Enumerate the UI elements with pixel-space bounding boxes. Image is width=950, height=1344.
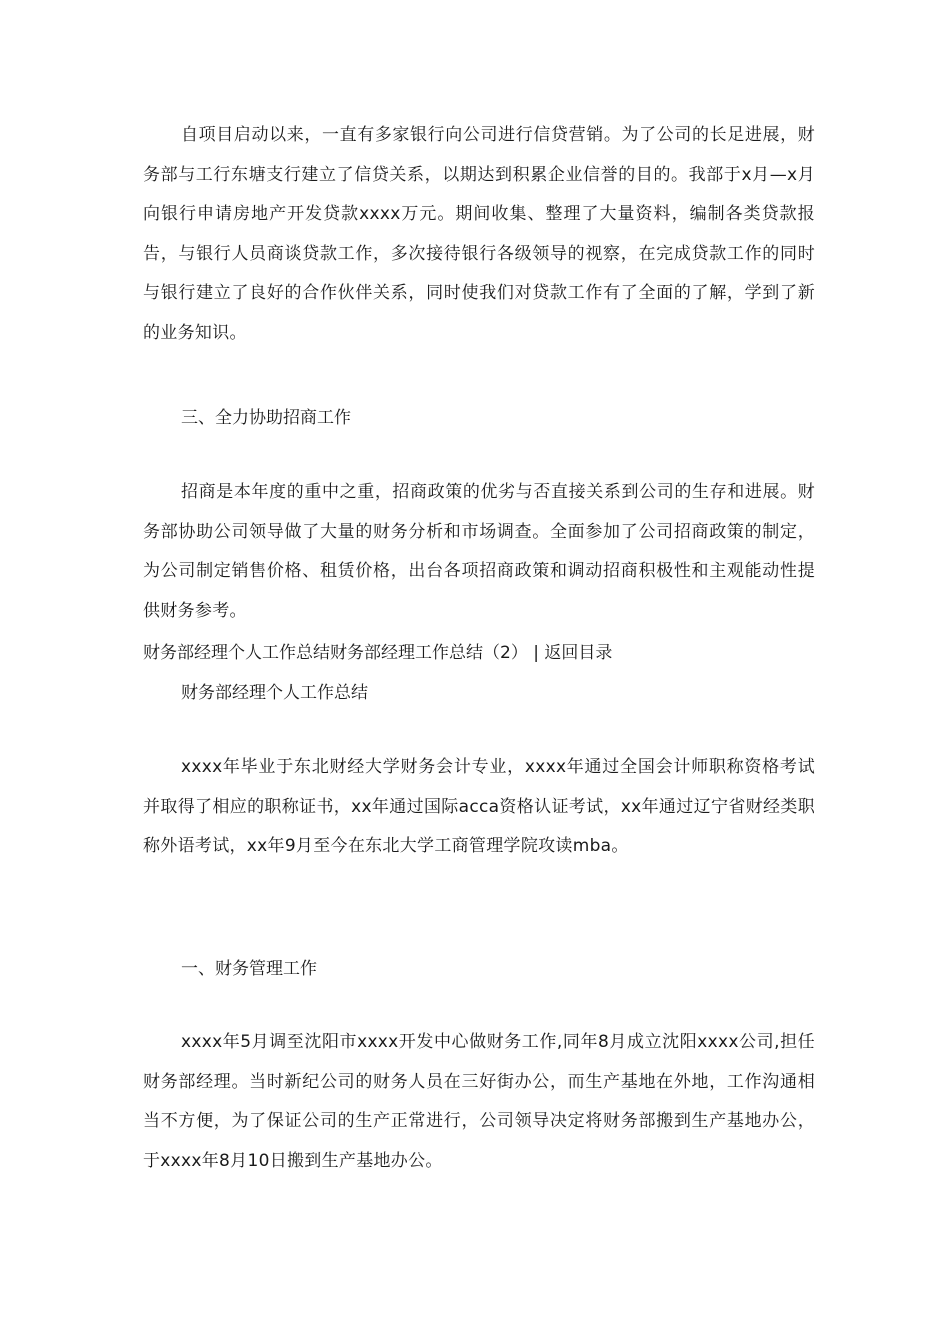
paragraph-education: xxxx年毕业于东北财经大学财务会计专业，xxxx年通过全国会计师职称资格考试并取得了相应的职称证书，xx年通过国际acca资格认证考试，xx年通过辽宁省财经类职称外语考试，xx年9月至今在东北大学工商管理学院攻读mba。	[143, 757, 815, 856]
toc-line	[143, 637, 815, 669]
heading-investment-support: 三、全力协助招商工作	[181, 408, 351, 428]
heading-financial-management: 一、财务管理工作	[181, 959, 317, 979]
toc-title: 财务部经理个人工作总结财务部经理工作总结（2）	[143, 643, 528, 663]
paragraph-financial-management: xxxx年5月调至沈阳市xxxx开发中心做财务工作,同年8月成立沈阳xxxx公司,担任财务部经理。当时新纪公司的财务人员在三好街办公，而生产基地在外地，工作沟通相当不方便，为了保证公司的生产正常进行，公司领导决定将财务部搬到生产基地办公，于xxxx年8月10日搬到生产基地办公。	[143, 1032, 815, 1171]
return-to-contents-link[interactable]: 返回目录	[544, 643, 613, 663]
paragraph-credit: 自项目启动以来，一直有多家银行向公司进行信贷营销。为了公司的长足进展，财务部与工行东塘支行建立了信贷关系，以期达到积累企业信誉的目的。我部于x月—x月向银行申请房地产开发贷款xxxx万元。期间收集、整理了大量资料，编制各类贷款报告，与银行人员商谈贷款工作，多次接待银行各级领导的视察，在完成贷款工作的同时与银行建立了良好的合作伙伴关系，同时使我们对贷款工作有了全面的了解，学到了新的业务知识。	[143, 125, 815, 343]
paragraph-investment: 招商是本年度的重中之重，招商政策的优劣与否直接关系到公司的生存和进展。财务部协助公司领导做了大量的财务分析和市场调查。全面参加了公司招商政策的制定，为公司制定销售价格、租赁价格，出台各项招商政策和调动招商积极性和主观能动性提供财务参考。	[143, 482, 815, 621]
section-title: 财务部经理个人工作总结	[181, 683, 368, 703]
toc-separator: |	[527, 643, 545, 663]
